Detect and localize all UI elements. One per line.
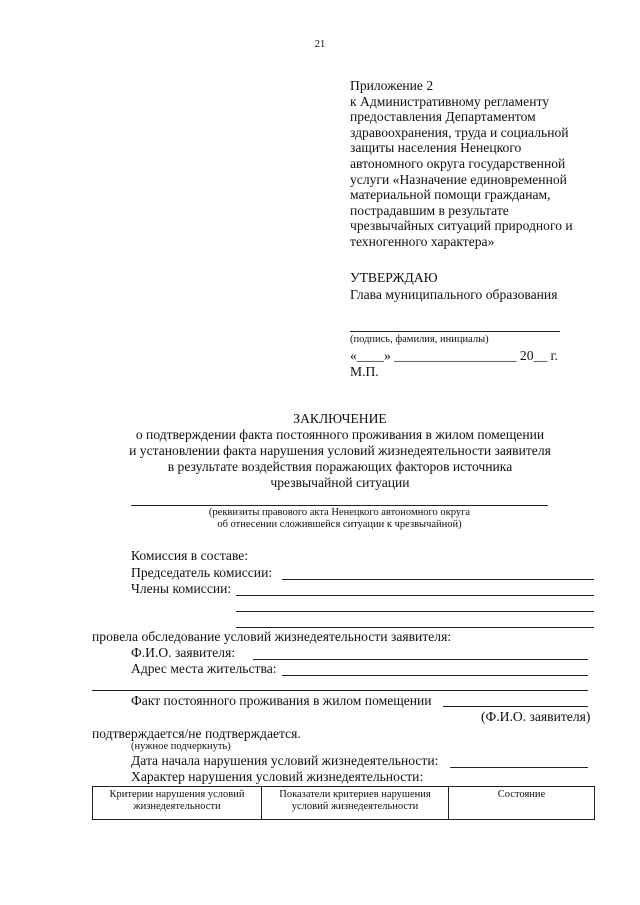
fio-line — [253, 659, 588, 660]
legal-act-caption: (реквизиты правового акта Ненецкого автономного округа — [208, 507, 471, 518]
fact-line — [443, 706, 588, 707]
chairman-label: Председатель комиссии: — [131, 565, 273, 580]
approve-label: УТВЕРЖДАЮ — [350, 270, 438, 285]
appendix-line: Приложение 2 — [350, 78, 434, 93]
appendix-line: защиты населения Ненецкого — [350, 140, 522, 156]
appendix-line: техногенного характера» — [350, 233, 495, 249]
appendix-line: материальной помощи гражданам, — [350, 187, 551, 203]
signature-caption: (подпись, фамилия, инициалы) — [350, 334, 489, 345]
chairman-line — [282, 579, 594, 580]
appendix-line: к Административному регламенту — [350, 93, 550, 109]
date-line: «____» __________________ 20__ г. — [350, 348, 558, 363]
appendix-line: пострадавшим в результате — [350, 202, 509, 218]
start-date-line — [450, 767, 588, 768]
legal-act-caption: об отнесении сложившейся ситуации к чрезвычайной) — [217, 519, 462, 530]
title-line: в результате воздействия поражающих факторов источника — [167, 459, 513, 474]
title-line: о подтверждении факта постоянного проживания в жилом помещении — [135, 427, 545, 442]
table-header-cell: Критерии нарушения условий жизнедеятельности — [93, 787, 262, 820]
appendix-line: автономного округа государственной — [350, 155, 566, 171]
seal-label: М.П. — [350, 364, 379, 379]
fact-label: Факт постоянного проживания в жилом помещении — [131, 693, 432, 708]
document-heading: ЗАКЛЮЧЕНИЕ — [293, 411, 387, 426]
criteria-table — [92, 786, 595, 820]
members-line — [236, 595, 594, 596]
appendix-block — [350, 78, 573, 250]
members-label: Члены комиссии: — [131, 581, 232, 596]
appendix-line: здравоохранения, труда и социальной — [350, 124, 569, 140]
table-header-row — [93, 787, 595, 820]
underline-note: (нужное подчеркнуть) — [131, 741, 231, 752]
title-line: чрезвычайной ситуации — [270, 475, 410, 490]
signature-line — [350, 331, 560, 332]
head-title: Глава муниципального образования — [350, 287, 558, 302]
commission-label: Комиссия в составе: — [131, 548, 249, 563]
appendix-line: предоставления Департаментом — [350, 109, 536, 125]
table-header-cell: Состояние — [449, 787, 595, 820]
address-continuation-line — [92, 690, 588, 691]
fio-label: Ф.И.О. заявителя: — [131, 645, 236, 660]
members-line — [236, 627, 594, 628]
appendix-line: услуги «Назначение единовременной — [350, 171, 567, 187]
confirmation-text: подтверждается/не подтверждается. — [92, 726, 301, 741]
survey-label: провела обследование условий жизнедеятельности заявителя: — [92, 629, 452, 644]
legal-act-line — [131, 505, 548, 506]
table-header-cell: Показатели критериев нарушения условий жизнедеятельности — [262, 787, 449, 820]
character-label: Характер нарушения условий жизнедеятельности: — [131, 769, 424, 784]
address-line — [282, 675, 588, 676]
page-number: 21 — [314, 39, 326, 50]
members-line — [236, 611, 594, 612]
appendix-line: чрезвычайных ситуаций природного и — [350, 218, 573, 234]
fio-caption: (Ф.И.О. заявителя) — [481, 709, 591, 724]
address-label: Адрес места жительства: — [131, 661, 277, 676]
title-line: и установлении факта нарушения условий жизнедеятельности заявителя — [129, 443, 551, 458]
start-date-label: Дата начала нарушения условий жизнедеятельности: — [131, 753, 439, 768]
